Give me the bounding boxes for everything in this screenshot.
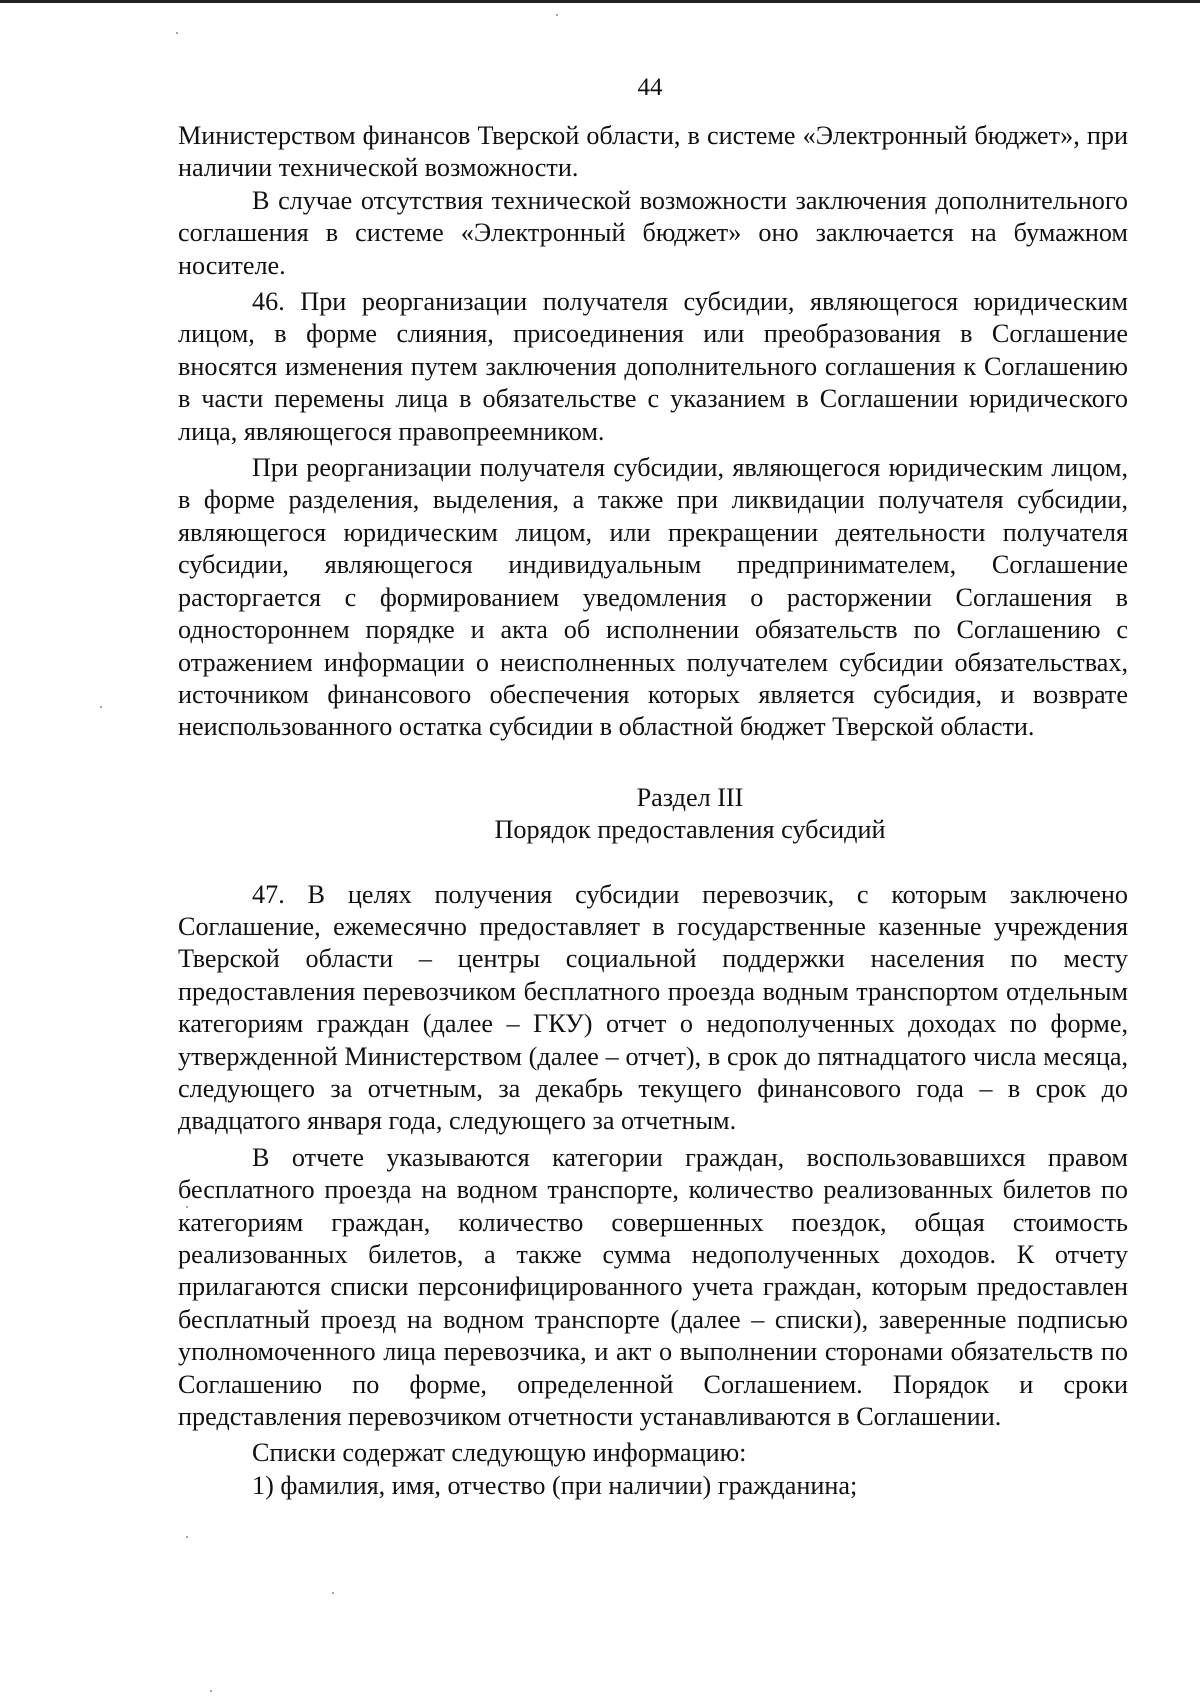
scan-speck <box>186 1206 188 1208</box>
paragraph-continuation: Министерством финансов Тверской области, в системе «Электронный бюджет», при наличии технической возможности. <box>178 121 1128 183</box>
section-label: Раздел III <box>636 782 744 812</box>
section-heading-block <box>178 782 1128 847</box>
paragraph-clause-46: 46. При реорганизации получателя субсидии, являющегося юридическим лицом, в форме слияния, присоединения или преобразования в Соглашение вносятся изменения путем заключения дополнительного соглашения к Соглашению в части перемены лица в обязательстве с указанием в Соглашении юридического лица, являющегося правопреемником. <box>178 287 1128 446</box>
paragraph-clause-47: 47. В целях получения субсидии перевозчик, с которым заключено Соглашение, ежемесячно предоставляет в государственные казенные учреждения Тверской области – центры социальной поддержки населения по месту предоставления перевозчиком бесплатного проезда водным транспортом отдельным категориям граждан (далее – ГКУ) отчет о недополученных доходах по форме, утвержденной Министерством (далее – отчет), в срок до пятнадцатого числа месяца, следующего за отчетным, за декабрь текущего финансового года – в срок до двадцатого января года, следующего за отчетным. <box>178 879 1128 1136</box>
paragraph: В случае отсутствия технической возможности заключения дополнительного соглашения в системе «Электронный бюджет» оно заключается на бумажном носителе. <box>178 185 1128 280</box>
scan-speck <box>556 14 558 16</box>
scan-speck <box>176 32 178 34</box>
scan-speck <box>100 706 102 708</box>
paragraph: Списки содержат следующую информацию: <box>252 1438 747 1468</box>
paragraph: В отчете указываются категории граждан, воспользовавшихся правом бесплатного проезда на водном транспорте, количество реализованных билетов по категориям граждан, количество совершенных поездок, общая стоимость реализованных билетов, а также сумма недополученных доходов. К отчету прилагаются списки персонифицированного учета граждан, которым предоставлен бесплатный проезд на водном транспорте (далее – списки), заверенные подписью уполномоченного лица перевозчика, и акт о выполнении сторонами обязательств по Соглашению по форме, определенной Соглашением. Порядок и сроки представления перевозчиком отчетности устанавливаются в Соглашении. <box>178 1142 1128 1432</box>
page-top-edge <box>0 0 1200 3</box>
page-number: 44 <box>637 74 663 101</box>
document-body <box>178 120 1128 1502</box>
list-item: 1) фамилия, имя, отчество (при наличии) гражданина; <box>252 1470 858 1500</box>
scan-speck <box>186 1536 188 1538</box>
scan-speck <box>332 1592 334 1594</box>
paragraph: При реорганизации получателя субсидии, являющегося юридическим лицом, в форме разделения, выделения, а также при ликвидации получателя субсидии, являющегося юридическим лицом, или прекращении деятельности получателя субсидии, являющегося индивидуальным предпринимателем, Соглашение расторгается с формированием уведомления о расторжении Соглашения в одностороннем порядке и акта об исполнении обязательств по Соглашению с отражением информации о неисполненных получателем субсидии обязательствах, источником финансового обеспечения которых является субсидия, и возврате неиспользованного остатка субсидии в областной бюджет Тверской области. <box>178 453 1128 742</box>
scan-speck <box>210 1690 212 1692</box>
section-title: Порядок предоставления субсидий <box>494 815 886 845</box>
